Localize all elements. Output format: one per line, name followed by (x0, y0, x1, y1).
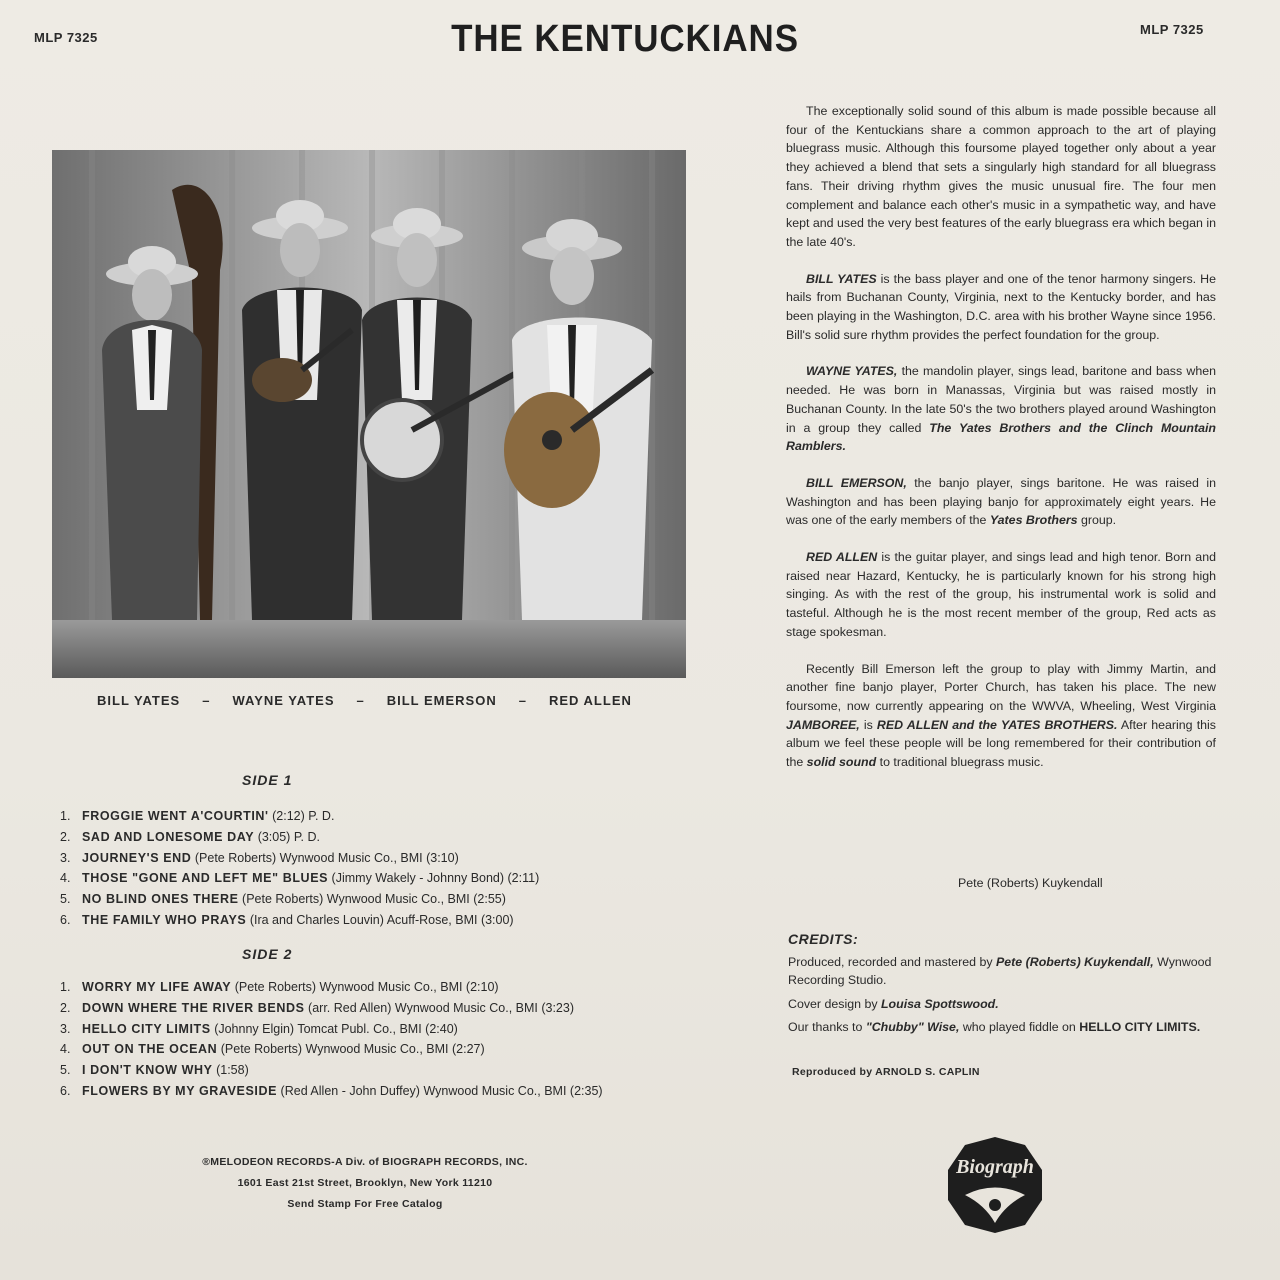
notes-text: is the bass player and one of the tenor harmony singers. He hails from Buchanan County, Virginia, next to the Kentucky border, and has been playing in the Washington, D.C. area with his brother Wayne since 1956. Bill's solid sure rhythm provides the perfect foundation for the group. (786, 271, 1216, 342)
credit-text: Our thanks to (788, 1020, 866, 1034)
separator: – (518, 693, 527, 708)
member-name: BILL EMERSON (386, 693, 497, 708)
track-detail: (arr. Red Allen) Wynwood Music Co., BMI (3:23) (304, 1000, 574, 1015)
label-catalog-note: Send Stamp For Free Catalog (287, 1198, 443, 1210)
track-detail: (Pete Roberts) Wynwood Music Co., BMI (2:10) (231, 980, 499, 994)
notes-text: group. (1077, 513, 1117, 528)
credit-name: Pete (Roberts) Kuykendall, (996, 954, 1154, 969)
catalog-number-left: MLP 7325 (34, 30, 98, 45)
notes-intro: The exceptionally solid sound of this album is made possible because all four of the Kentuckians share a common approach to the art of playing bluegrass music. Although this foursome played together only about a year they achieved a blend that sets a singularly high standard for all bluegrass fans. Their driving rhythm gives the music unusual fire. The four men complement and balance each other's music in a sympathetic way, and have kept and used the very best features of the early bluegrass era which began in the late 40's. (786, 104, 1216, 249)
track-row (60, 868, 700, 889)
notes-text: to traditional bluegrass music. (876, 755, 1044, 770)
biograph-logo (945, 1135, 1045, 1235)
notes-text: the banjo player, sings baritone. He was raised in Washington and has been playing banjo for approximately eight years. He was one of the early members of the (786, 475, 1216, 528)
band-photo (52, 150, 686, 678)
group-name: Yates Brothers (989, 513, 1078, 528)
track-number: 1. (60, 980, 71, 994)
credit-line (788, 1018, 1218, 1037)
track-row (60, 1081, 700, 1102)
track-title: OUT ON THE OCEAN (82, 1042, 218, 1057)
notes-bill-yates (786, 270, 1216, 345)
member-name: WAYNE YATES (232, 693, 335, 708)
track-title: THOSE "GONE AND LEFT ME" BLUES (82, 871, 329, 886)
track-detail: (Pete Roberts) Wynwood Music Co., BMI (2:55) (238, 892, 506, 907)
track-detail: (Johnny Elgin) Tomcat Publ. Co., BMI (2:40) (210, 1021, 458, 1036)
track-title: DOWN WHERE THE RIVER BENDS (82, 1000, 305, 1015)
album-title: THE KENTUCKIANS (451, 18, 799, 60)
side-2-tracklist (60, 977, 700, 1102)
credits (788, 930, 1218, 1042)
track-title: FROGGIE WENT A'COURTIN' (82, 809, 269, 823)
track-row (60, 910, 700, 931)
track-detail: (3:05) P. D. (254, 829, 320, 844)
track-detail: (Jimmy Wakely - Johnny Bond) (2:11) (328, 871, 540, 886)
track-title: WORRY MY LIFE AWAY (82, 980, 232, 994)
credit-text: Wynwood Recording Studio. (788, 954, 1212, 987)
track-row (60, 1060, 700, 1081)
track-number: 3. (60, 1021, 71, 1036)
logo-text: Biograph (956, 1156, 1034, 1178)
track-number: 4. (60, 1042, 71, 1057)
notes-bill-emerson (786, 474, 1216, 530)
credit-text: Produced, recorded and mastered by (788, 954, 997, 969)
notes-text: Recently Bill Emerson left the group to play with Jimmy Martin, and another fine banjo player, Porter Church, has taken his place. The new foursome, now currently appearing on the WWVA, Wheeling, West Virginia (786, 661, 1216, 713)
track-row (60, 889, 700, 910)
track-number: 2. (60, 1000, 71, 1015)
credit-line (788, 953, 1218, 990)
label-address: 1601 East 21st Street, Brooklyn, New York 11210 (237, 1177, 493, 1189)
side-1-heading: SIDE 1 (242, 772, 293, 788)
emphasis: JAMBOREE, (786, 717, 860, 732)
credit-text: who played fiddle on (959, 1020, 1080, 1034)
track-number: 4. (60, 871, 71, 886)
track-detail: (2:12) P. D. (268, 809, 335, 823)
track-title: JOURNEY'S END (82, 850, 192, 865)
catalog-number-right: MLP 7325 (1140, 22, 1204, 37)
track-title: HELLO CITY LIMITS (82, 1021, 211, 1036)
track-detail: (Pete Roberts) Wynwood Music Co., BMI (3:10) (191, 850, 459, 865)
side-1-tracklist (60, 806, 700, 931)
member-name: BILL YATES (806, 271, 877, 286)
track-detail: (Ira and Charles Louvin) Acuff-Rose, BMI (3:00) (246, 912, 514, 927)
track-title: THE FAMILY WHO PRAYS (82, 912, 247, 927)
track-row (60, 1019, 700, 1040)
notes-text: is (859, 717, 877, 732)
band-photo-illustration (52, 150, 686, 678)
notes-red-allen (786, 548, 1216, 642)
member-name: BILL EMERSON, (806, 475, 907, 490)
biograph-logo-icon (945, 1135, 1045, 1235)
track-number: 6. (60, 912, 71, 927)
track-row (60, 977, 700, 998)
separator: – (202, 693, 211, 708)
track-title: NO BLIND ONES THERE (82, 892, 239, 907)
band-member-names (97, 693, 657, 708)
credit-name: "Chubby" Wise, (865, 1020, 960, 1034)
emphasis: RED ALLEN and the YATES BROTHERS. (876, 717, 1118, 732)
track-number: 6. (60, 1083, 71, 1098)
group-name: The Yates Brothers and the Clinch Mountain Ramblers. (786, 420, 1217, 454)
track-row (60, 848, 700, 869)
liner-notes (786, 102, 1216, 790)
credit-text: Cover design by (788, 996, 881, 1011)
member-name: RED ALLEN (548, 693, 632, 708)
credit-song: HELLO CITY LIMITS. (1079, 1020, 1201, 1034)
notes-text: After hearing this album we feel these people will be long remembered for their contribution of the (786, 717, 1216, 770)
label-company: ®MELODEON RECORDS-A Div. of BIOGRAPH RECORDS, INC. (202, 1156, 528, 1168)
track-detail: (Red Allen - John Duffey) Wynwood Music Co., BMI (2:35) (277, 1083, 603, 1098)
notes-signature: Pete (Roberts) Kuykendall (958, 876, 1103, 890)
label-footer (180, 1152, 550, 1215)
track-title: FLOWERS BY MY GRAVESIDE (82, 1083, 278, 1098)
track-detail: (Pete Roberts) Wynwood Music Co., BMI (2:27) (217, 1042, 485, 1057)
member-name: BILL YATES (97, 693, 181, 708)
track-title: SAD AND LONESOME DAY (82, 829, 255, 844)
track-number: 5. (60, 1063, 71, 1078)
emphasis: solid sound (806, 755, 877, 770)
member-name: WAYNE YATES, (806, 364, 898, 379)
separator: – (356, 693, 365, 708)
credit-line (788, 995, 1218, 1014)
track-row (60, 827, 700, 848)
credit-name: Louisa Spottswood. (880, 996, 999, 1011)
member-name: RED ALLEN (806, 550, 878, 565)
track-number: 3. (60, 850, 71, 865)
notes-wayne-yates (786, 362, 1216, 456)
notes-closing (786, 660, 1216, 772)
side-2-heading: SIDE 2 (242, 946, 293, 962)
track-number: 1. (60, 809, 71, 823)
track-number: 2. (60, 829, 71, 844)
track-row (60, 1039, 700, 1060)
notes-text: the mandolin player, sings lead, baritone and bass when needed. He was born in Manassas, Virginia but was raised mostly in Buchanan County. In the late 50's the two brothers played around Washington in a group they called (786, 364, 1216, 435)
reproduced-by: Reproduced by ARNOLD S. CAPLIN (792, 1066, 980, 1078)
credits-heading: CREDITS: (788, 931, 859, 947)
track-row (60, 806, 700, 827)
track-number: 5. (60, 892, 71, 907)
track-detail: (1:58) (212, 1063, 249, 1078)
notes-text: is the guitar player, and sings lead and high tenor. Born and raised near Hazard, Kentucky, he is particularly known for his strong high singing. As with the rest of the group, his instrumental work is solid and tasteful. Although he is the most recent member of the group, Red acts as stage spokesman. (786, 550, 1216, 639)
track-title: I DON'T KNOW WHY (82, 1063, 213, 1078)
track-row (60, 998, 700, 1019)
